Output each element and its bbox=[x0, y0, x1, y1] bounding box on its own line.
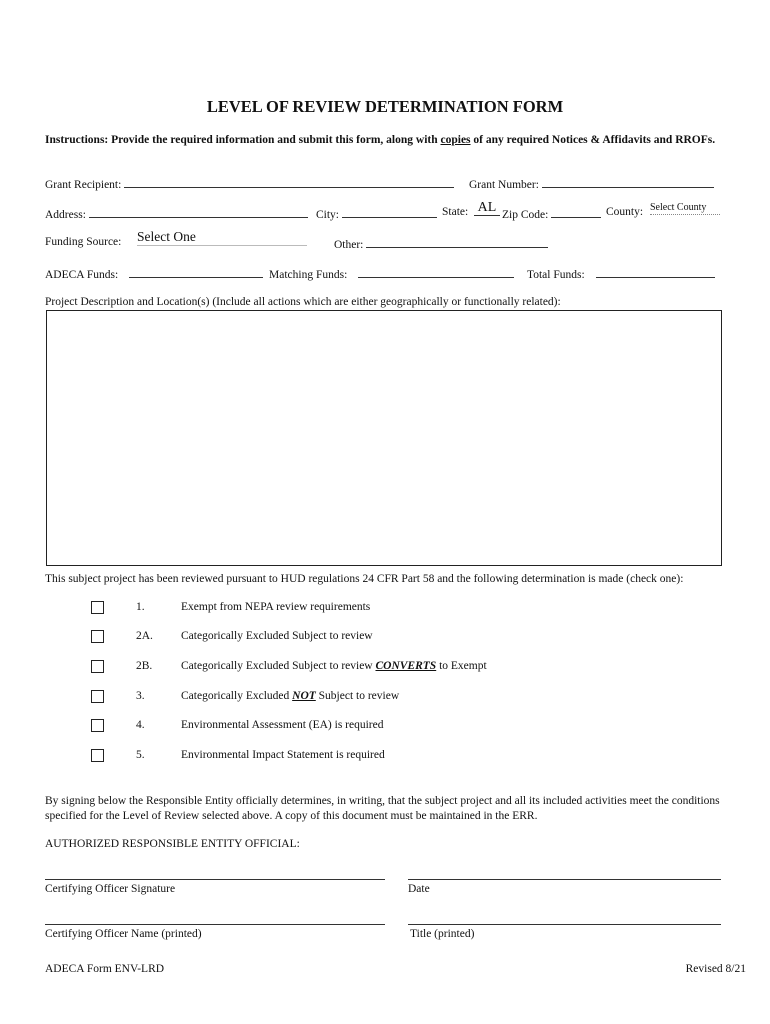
officer-name-label: Certifying Officer Name (printed) bbox=[45, 928, 202, 940]
option-2b-text-after: to Exempt bbox=[436, 660, 487, 672]
officer-name-line[interactable] bbox=[45, 924, 385, 925]
officer-signature-label: Certifying Officer Signature bbox=[45, 883, 176, 895]
state-label: State: bbox=[442, 206, 469, 218]
form-title: LEVEL OF REVIEW DETERMINATION FORM bbox=[206, 97, 564, 116]
state-field[interactable]: AL bbox=[474, 200, 500, 216]
date-line[interactable] bbox=[408, 879, 721, 880]
authorized-label: AUTHORIZED RESPONSIBLE ENTITY OFFICIAL: bbox=[45, 838, 300, 850]
option-2a-number: 2A. bbox=[136, 630, 153, 642]
option-1-checkbox[interactable] bbox=[91, 601, 104, 614]
funding-source-dropdown[interactable]: Select One bbox=[137, 229, 307, 246]
option-3-text-after: Subject to review bbox=[315, 690, 400, 702]
other-field[interactable] bbox=[366, 236, 548, 248]
option-2a-text: Categorically Excluded Subject to review bbox=[181, 630, 373, 642]
instructions-text: Instructions: Provide the required information and submit this form, along with bbox=[45, 134, 441, 146]
county-dropdown[interactable]: Select County bbox=[650, 201, 720, 215]
signing-paragraph: By signing below the Responsible Entity officially determines, in writing, that the subject project and all its included activities meet the conditions specified for the Level of Review selected above. A copy of this document must be maintained in the ERR. bbox=[45, 795, 720, 822]
option-3-text bbox=[181, 690, 399, 702]
county-label: County: bbox=[606, 206, 644, 218]
total-funds-label: Total Funds: bbox=[527, 269, 585, 281]
determination-intro: This subject project has been reviewed pursuant to HUD regulations 24 CFR Part 58 and the following determination is made (check one): bbox=[45, 573, 684, 585]
option-5-number: 5. bbox=[136, 749, 145, 761]
title-line[interactable] bbox=[408, 924, 721, 925]
option-2b-emphasis: CONVERTS bbox=[375, 660, 437, 672]
grant-number-label: Grant Number: bbox=[469, 179, 539, 191]
matching-funds-field[interactable] bbox=[358, 266, 514, 278]
option-4-number: 4. bbox=[136, 719, 145, 731]
option-2b-text bbox=[181, 660, 487, 672]
city-field[interactable] bbox=[342, 206, 437, 218]
instructions-copies: copies bbox=[440, 134, 471, 146]
funding-source-label: Funding Source: bbox=[45, 236, 122, 248]
option-2b-checkbox[interactable] bbox=[91, 660, 104, 673]
address-row bbox=[45, 206, 308, 221]
project-description-textarea[interactable] bbox=[46, 310, 722, 566]
adeca-funds-row bbox=[45, 266, 263, 281]
grant-number-row bbox=[469, 176, 714, 191]
other-label: Other: bbox=[334, 239, 364, 251]
option-4-text: Environmental Assessment (EA) is required bbox=[181, 719, 384, 731]
city-row bbox=[316, 206, 437, 221]
matching-funds-label: Matching Funds: bbox=[269, 269, 348, 281]
option-2b-text-before: Categorically Excluded Subject to review bbox=[181, 660, 376, 672]
total-funds-row bbox=[527, 266, 715, 281]
zip-field[interactable] bbox=[551, 206, 601, 218]
instructions bbox=[45, 133, 735, 148]
address-field[interactable] bbox=[89, 206, 308, 218]
other-row bbox=[334, 236, 548, 251]
option-2b-number: 2B. bbox=[136, 660, 153, 672]
option-5-checkbox[interactable] bbox=[91, 749, 104, 762]
matching-funds-row bbox=[269, 266, 514, 281]
officer-signature-line[interactable] bbox=[45, 879, 385, 880]
adeca-funds-field[interactable] bbox=[129, 266, 263, 278]
date-label: Date bbox=[408, 883, 430, 895]
option-4-checkbox[interactable] bbox=[91, 719, 104, 732]
zip-row bbox=[502, 206, 601, 221]
grant-number-field[interactable] bbox=[542, 176, 714, 188]
option-1-number: 1. bbox=[136, 601, 145, 613]
footer-form-id: ADECA Form ENV-LRD bbox=[45, 963, 165, 975]
grant-recipient-field[interactable] bbox=[124, 176, 454, 188]
address-label: Address: bbox=[45, 209, 86, 221]
zip-label: Zip Code: bbox=[502, 209, 549, 221]
instructions-text-end: of any required Notices & Affidavits and RROFs. bbox=[470, 134, 716, 146]
option-2a-checkbox[interactable] bbox=[91, 630, 104, 643]
footer-revised: Revised 8/21 bbox=[685, 963, 746, 975]
city-label: City: bbox=[316, 209, 340, 221]
total-funds-field[interactable] bbox=[596, 266, 715, 278]
grant-recipient-row bbox=[45, 176, 454, 191]
option-3-checkbox[interactable] bbox=[91, 690, 104, 703]
project-description-label: Project Description and Location(s) (Include all actions which are either geographically or functionally related): bbox=[45, 296, 561, 308]
grant-recipient-label: Grant Recipient: bbox=[45, 179, 122, 191]
state-row bbox=[442, 206, 468, 218]
adeca-funds-label: ADECA Funds: bbox=[45, 269, 119, 281]
option-3-emphasis: NOT bbox=[292, 690, 316, 702]
option-3-number: 3. bbox=[136, 690, 145, 702]
title-label: Title (printed) bbox=[410, 928, 475, 940]
option-5-text: Environmental Impact Statement is required bbox=[181, 749, 385, 761]
option-3-text-before: Categorically Excluded bbox=[181, 690, 293, 702]
option-1-text: Exempt from NEPA review requirements bbox=[181, 601, 371, 613]
